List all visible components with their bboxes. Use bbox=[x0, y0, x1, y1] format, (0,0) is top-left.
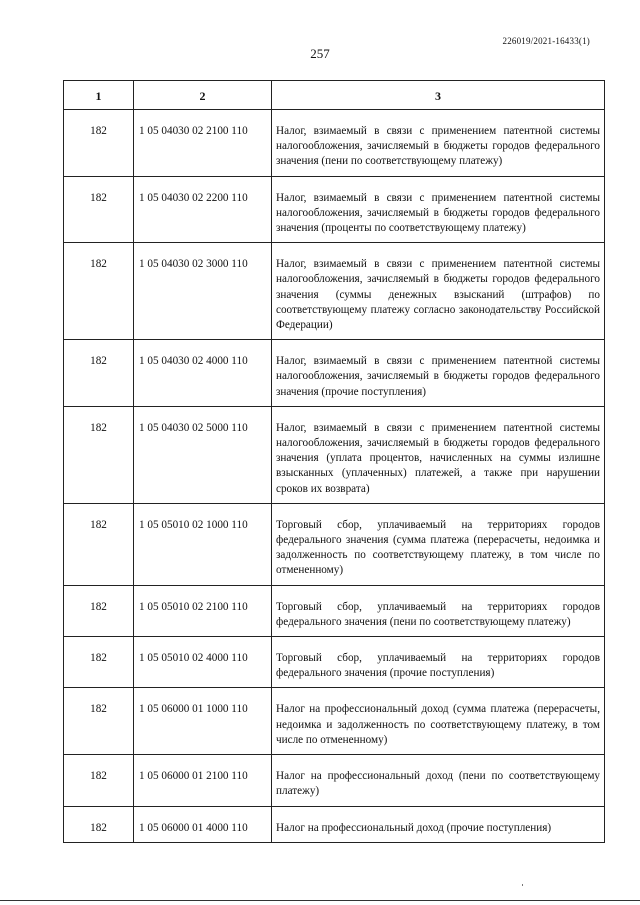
budget-classification-code-cell: 1 05 04030 02 2200 110 bbox=[134, 176, 272, 243]
admin-code-cell: 182 bbox=[64, 755, 134, 806]
table-row bbox=[64, 585, 605, 636]
budget-classification-code-cell: 1 05 04030 02 2100 110 bbox=[134, 110, 272, 177]
column-header-2: 2 bbox=[134, 81, 272, 110]
budget-classification-code-cell: 1 05 05010 02 4000 110 bbox=[134, 637, 272, 688]
table-row bbox=[64, 340, 605, 407]
table-row bbox=[64, 176, 605, 243]
header-row bbox=[64, 81, 605, 110]
table-header bbox=[64, 81, 605, 110]
admin-code-cell: 182 bbox=[64, 243, 134, 340]
table-row bbox=[64, 243, 605, 340]
column-header-3: 3 bbox=[272, 81, 605, 110]
table-row bbox=[64, 688, 605, 755]
revenue-name-cell: Торговый сбор, уплачиваемый на территориях городов федерального значения (пени по соответствующему платежу) bbox=[272, 585, 605, 636]
budget-classification-code-cell: 1 05 04030 02 4000 110 bbox=[134, 340, 272, 407]
revenue-name-cell: Торговый сбор, уплачиваемый на территориях городов федерального значения (сумма платежа (перерасчеты, недоимка и задолженность по соответствующему платежу, в том числе по отмененному) bbox=[272, 503, 605, 585]
budget-classification-code-cell: 1 05 06000 01 1000 110 bbox=[134, 688, 272, 755]
page-bottom-rule bbox=[0, 900, 640, 901]
revenue-name-cell: Налог, взимаемый в связи с применением патентной системы налогообложения, зачисляемый в бюджеты городов федерального значения (пени по соответствующему платежу) bbox=[272, 110, 605, 177]
budget-classification-code-cell: 1 05 04030 02 5000 110 bbox=[134, 406, 272, 503]
revenue-name-cell: Налог, взимаемый в связи с применением патентной системы налогообложения, зачисляемый в бюджеты городов федерального значения (проценты по соответствующему платежу) bbox=[272, 176, 605, 243]
table-row bbox=[64, 806, 605, 842]
admin-code-cell: 182 bbox=[64, 688, 134, 755]
table-row bbox=[64, 637, 605, 688]
table-row bbox=[64, 406, 605, 503]
budget-classification-code-cell: 1 05 05010 02 1000 110 bbox=[134, 503, 272, 585]
revenue-name-cell: Налог, взимаемый в связи с применением патентной системы налогообложения, зачисляемый в бюджеты городов федерального значения (прочие поступления) bbox=[272, 340, 605, 407]
revenue-name-cell: Налог на профессиональный доход (сумма платежа (перерасчеты, недоимка и задолженность по соответствующему платежу, в том числе по отмененному) bbox=[272, 688, 605, 755]
revenue-name-cell: Торговый сбор, уплачиваемый на территориях городов федерального значения (прочие поступления) bbox=[272, 637, 605, 688]
budget-codes-table bbox=[63, 80, 605, 843]
table-body bbox=[64, 110, 605, 843]
budget-classification-code-cell: 1 05 06000 01 2100 110 bbox=[134, 755, 272, 806]
admin-code-cell: 182 bbox=[64, 806, 134, 842]
revenue-name-cell: Налог на профессиональный доход (пени по соответствующему платежу) bbox=[272, 755, 605, 806]
table-row bbox=[64, 755, 605, 806]
admin-code-cell: 182 bbox=[64, 110, 134, 177]
admin-code-cell: 182 bbox=[64, 406, 134, 503]
scan-speck bbox=[522, 884, 523, 886]
document-registration-number: 226019/2021-16433(1) bbox=[502, 36, 590, 46]
page-number: 257 bbox=[310, 46, 330, 61]
revenue-name-cell: Налог, взимаемый в связи с применением патентной системы налогообложения, зачисляемый в бюджеты городов федерального значения (суммы денежных взысканий (штрафов) по соответствующему платежу согласно законодательству Российской Федерации) bbox=[272, 243, 605, 340]
table-row bbox=[64, 503, 605, 585]
budget-classification-code-cell: 1 05 05010 02 2100 110 bbox=[134, 585, 272, 636]
column-header-1: 1 bbox=[64, 81, 134, 110]
table-row bbox=[64, 110, 605, 177]
admin-code-cell: 182 bbox=[64, 503, 134, 585]
admin-code-cell: 182 bbox=[64, 340, 134, 407]
revenue-name-cell: Налог на профессиональный доход (прочие поступления) bbox=[272, 806, 605, 842]
budget-classification-code-cell: 1 05 04030 02 3000 110 bbox=[134, 243, 272, 340]
admin-code-cell: 182 bbox=[64, 176, 134, 243]
admin-code-cell: 182 bbox=[64, 637, 134, 688]
budget-classification-code-cell: 1 05 06000 01 4000 110 bbox=[134, 806, 272, 842]
revenue-name-cell: Налог, взимаемый в связи с применением патентной системы налогообложения, зачисляемый в бюджеты городов федерального значения (уплата процентов, начисленных на суммы излишне взысканных (уплаченных) платежей, а также при нарушении сроков их возврата) bbox=[272, 406, 605, 503]
admin-code-cell: 182 bbox=[64, 585, 134, 636]
